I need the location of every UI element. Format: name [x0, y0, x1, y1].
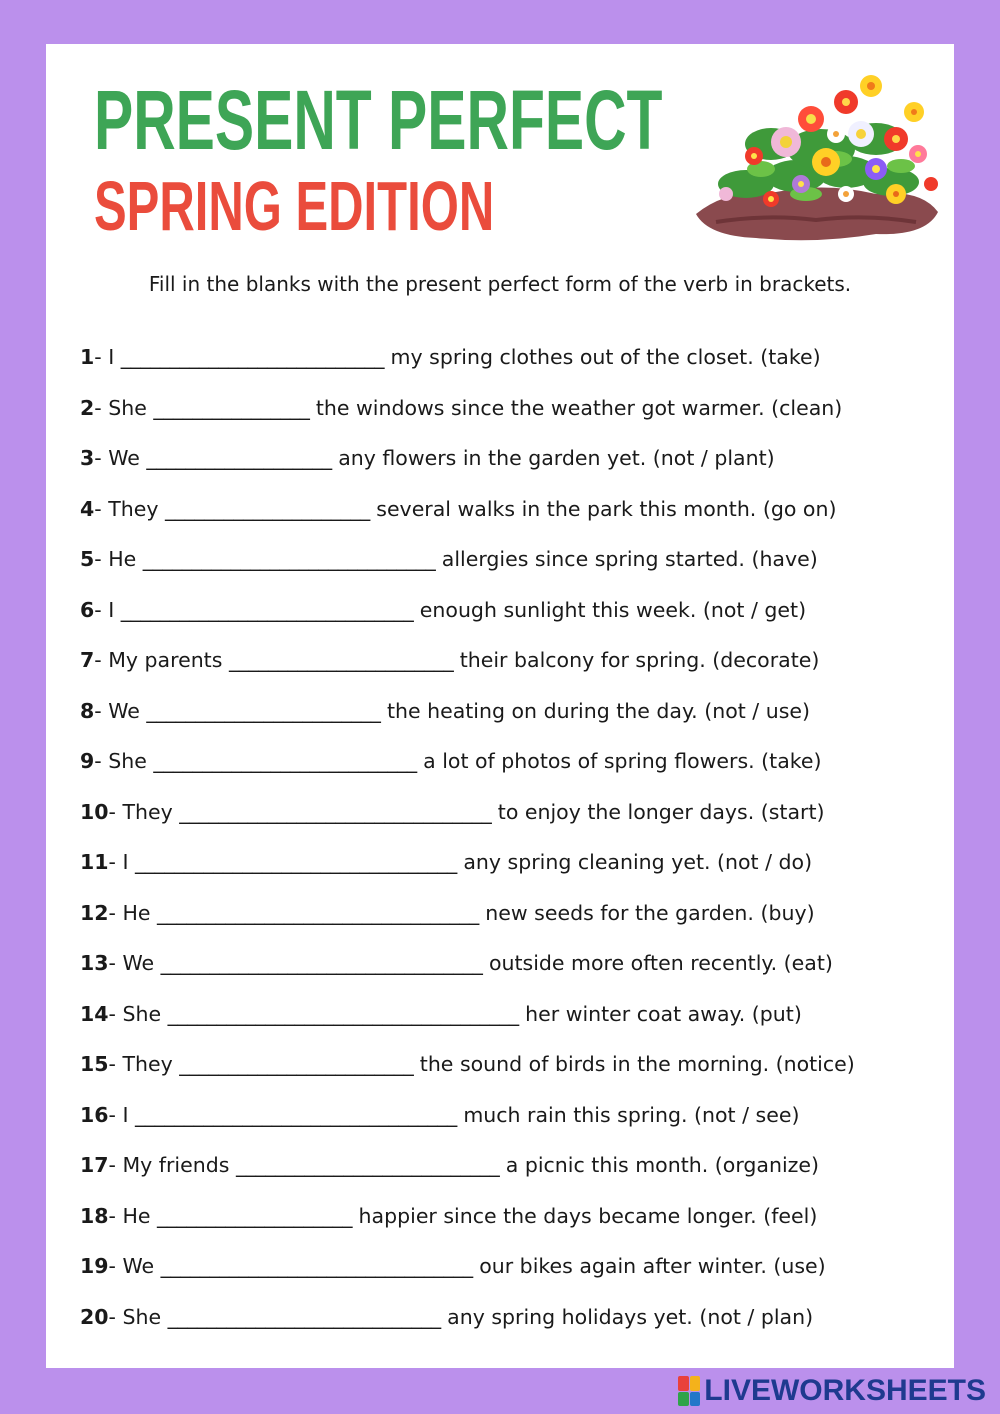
exercise-number: 20: [80, 1304, 109, 1329]
answer-blank[interactable]: ___________________________: [120, 345, 385, 369]
exercise-subject: They: [122, 799, 173, 824]
answer-blank[interactable]: ____________________________: [167, 1304, 441, 1329]
exercise-number: 11: [80, 850, 109, 874]
exercise-number: 1: [80, 345, 95, 369]
exercise-subject: My friends: [122, 1153, 230, 1177]
exercise-number: 14: [80, 1001, 109, 1026]
instructions-text: Fill in the blanks with the present perfect form of the verb in brackets.: [148, 272, 852, 296]
exercise-text: her winter coat away. (put): [525, 1001, 802, 1026]
exercise-text: a picnic this month. (organize): [505, 1153, 820, 1177]
exercise-number: 5: [80, 547, 95, 571]
exercise-subject: We: [108, 698, 140, 723]
exercise-item: [80, 1097, 946, 1148]
exercise-text: enough sunlight this week. (not / get): [419, 597, 807, 622]
exercise-dash: -: [108, 1254, 123, 1278]
exercise-item: [80, 743, 946, 794]
exercise-item: [80, 1198, 946, 1249]
exercise-item: [80, 339, 946, 390]
exercise-text: their balcony for spring. (decorate): [459, 648, 820, 672]
answer-blank[interactable]: ________________________: [146, 698, 381, 723]
exercise-text: new seeds for the garden. (buy): [485, 900, 815, 925]
exercise-dash: -: [108, 1304, 123, 1329]
exercise-subject: We: [108, 446, 140, 470]
exercise-item: [80, 1299, 946, 1350]
exercise-text: any spring holidays yet. (not / plan): [447, 1304, 814, 1329]
exercise-dash: -: [94, 345, 109, 369]
exercise-dash: -: [94, 698, 109, 723]
exercise-number: 3: [80, 446, 95, 470]
exercise-item: [80, 1046, 946, 1097]
answer-blank[interactable]: ___________________________: [235, 1153, 500, 1177]
worksheet-title: PRESENT PERFECT: [94, 73, 663, 167]
exercise-item: [80, 592, 946, 643]
answer-blank[interactable]: _________________________________: [160, 951, 483, 975]
exercise-item: [80, 945, 946, 996]
exercise-dash: -: [94, 749, 109, 773]
exercise-subject: We: [122, 951, 155, 975]
answer-blank[interactable]: ________________________________: [160, 1254, 473, 1278]
exercise-item: [80, 794, 946, 845]
brand-name: LIVEWORKSHEETS: [704, 1374, 986, 1407]
exercise-subject: He: [108, 547, 137, 571]
exercise-dash: -: [94, 547, 109, 571]
liveworksheets-logo-icon: [678, 1376, 700, 1406]
answer-blank[interactable]: _________________________________: [135, 850, 457, 874]
exercise-text: the heating on during the day. (not / use): [386, 698, 810, 723]
exercise-dash: -: [94, 395, 109, 420]
liveworksheets-brand: [678, 1374, 986, 1408]
exercise-number: 17: [80, 1153, 109, 1177]
exercise-item: [80, 1248, 946, 1299]
exercise-text: allergies since spring started. (have): [441, 547, 818, 571]
exercise-subject: They: [108, 496, 159, 521]
exercise-number: 6: [80, 597, 95, 622]
exercise-number: 12: [80, 900, 109, 925]
exercise-dash: -: [108, 1052, 123, 1076]
exercise-subject: She: [122, 1304, 162, 1329]
exercise-text: several walks in the park this month. (go on): [376, 496, 837, 521]
exercise-subject: I: [122, 1102, 129, 1127]
exercise-subject: He: [122, 900, 151, 925]
answer-blank[interactable]: _________________________________: [135, 1102, 457, 1127]
answer-blank[interactable]: ______________________________: [142, 547, 436, 571]
answer-blank[interactable]: _________________________________: [157, 900, 479, 925]
exercise-number: 16: [80, 1102, 109, 1127]
exercise-number: 8: [80, 698, 95, 723]
exercise-subject: We: [122, 1254, 155, 1278]
exercise-text: any spring cleaning yet. (not / do): [463, 850, 813, 874]
exercise-text: our bikes again after winter. (use): [479, 1254, 826, 1278]
exercise-subject: I: [108, 597, 115, 622]
flower-bed-icon: [686, 44, 946, 244]
answer-blank[interactable]: ____________________________________: [167, 1001, 519, 1026]
exercise-subject: She: [108, 749, 147, 773]
exercise-number: 13: [80, 951, 109, 975]
exercise-dash: -: [108, 799, 123, 824]
exercise-dash: -: [108, 951, 123, 975]
exercise-dash: -: [108, 900, 123, 925]
exercise-text: happier since the days became longer. (feel): [358, 1203, 818, 1228]
exercise-text: to enjoy the longer days. (start): [497, 799, 825, 824]
exercise-item: [80, 895, 946, 946]
exercise-subject: She: [108, 395, 147, 420]
answer-blank[interactable]: _____________________: [164, 496, 370, 521]
exercise-item: [80, 440, 946, 491]
exercise-item: [80, 693, 946, 744]
exercise-item: [80, 996, 946, 1047]
answer-blank[interactable]: ______________________________: [120, 597, 414, 622]
exercise-number: 7: [80, 648, 95, 672]
exercise-number: 4: [80, 496, 95, 521]
exercise-subject: I: [122, 850, 129, 874]
exercise-dash: -: [94, 496, 109, 521]
exercise-item: [80, 844, 946, 895]
exercise-subject: I: [108, 345, 115, 369]
exercise-text: a lot of photos of spring flowers. (take): [423, 749, 822, 773]
exercise-number: 19: [80, 1254, 109, 1278]
exercise-text: outside more often recently. (eat): [488, 951, 833, 975]
exercise-item: [80, 491, 946, 542]
exercise-subject: My parents: [108, 648, 223, 672]
exercise-item: [80, 642, 946, 693]
exercise-subject: She: [122, 1001, 162, 1026]
answer-blank[interactable]: ________________: [153, 395, 310, 420]
answer-blank[interactable]: ________________________________: [179, 799, 492, 824]
exercise-dash: -: [94, 597, 109, 622]
exercise-dash: -: [94, 648, 109, 672]
exercise-dash: -: [108, 1102, 123, 1127]
exercise-text: any flowers in the garden yet. (not / plant): [338, 446, 775, 470]
answer-blank[interactable]: ____________________: [157, 1203, 353, 1228]
exercise-text: my spring clothes out of the closet. (take): [390, 345, 821, 369]
answer-blank[interactable]: _______________________: [228, 648, 454, 672]
exercise-subject: They: [122, 1052, 173, 1076]
exercise-number: 18: [80, 1203, 109, 1228]
exercise-list: [80, 339, 946, 1349]
exercise-dash: -: [108, 1001, 123, 1026]
answer-blank[interactable]: ___________________________: [153, 749, 417, 773]
answer-blank[interactable]: ___________________: [146, 446, 332, 470]
exercise-subject: He: [122, 1203, 151, 1228]
exercise-item: [80, 390, 946, 441]
exercise-text: the windows since the weather got warmer. (clean): [315, 395, 843, 420]
exercise-item: [80, 1147, 946, 1198]
worksheet-page: [46, 44, 954, 1368]
exercise-text: the sound of birds in the morning. (notice): [419, 1052, 855, 1076]
answer-blank[interactable]: ________________________: [179, 1052, 414, 1076]
exercise-text: much rain this spring. (not / see): [463, 1102, 800, 1127]
exercise-item: [80, 541, 946, 592]
exercise-dash: -: [108, 1203, 123, 1228]
exercise-number: 10: [80, 799, 109, 824]
exercise-number: 2: [80, 395, 95, 420]
exercise-dash: -: [108, 850, 123, 874]
exercise-dash: -: [94, 446, 109, 470]
exercise-number: 9: [80, 749, 95, 773]
exercise-number: 15: [80, 1052, 109, 1076]
exercise-dash: -: [108, 1153, 123, 1177]
worksheet-subtitle: SPRING EDITION: [94, 167, 495, 245]
